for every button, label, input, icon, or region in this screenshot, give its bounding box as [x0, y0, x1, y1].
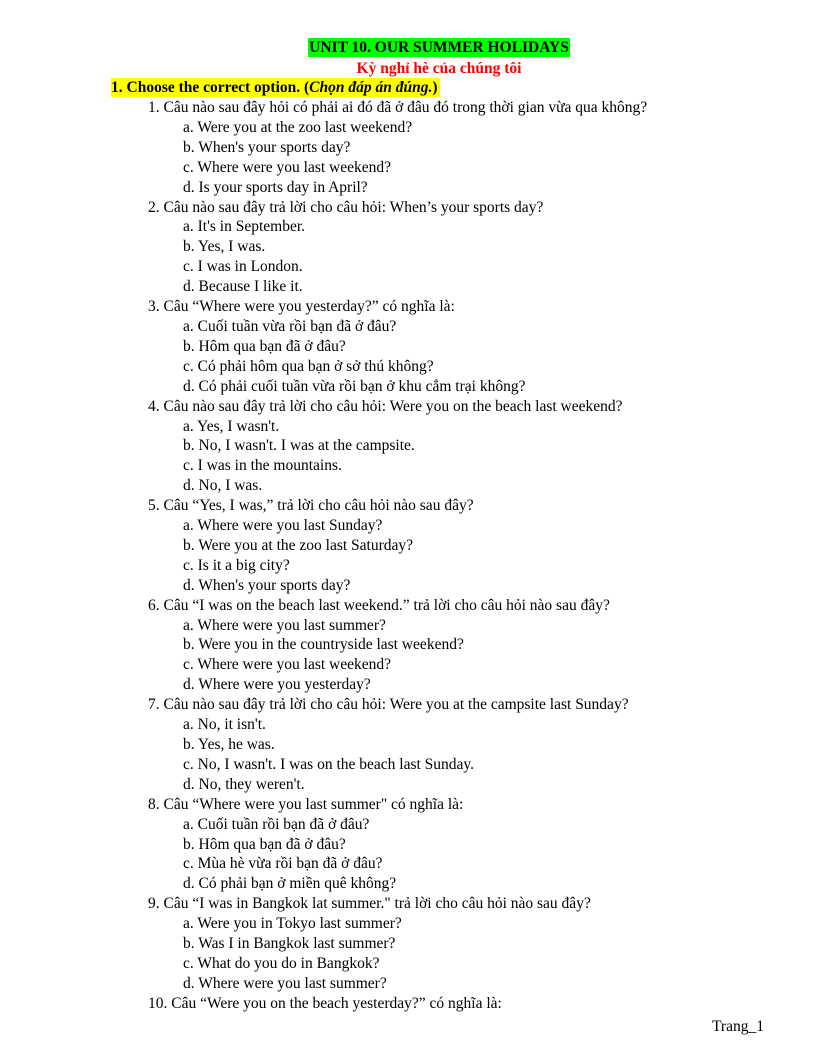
page-subtitle: Kỳ nghỉ hè của chúng tôi: [356, 60, 522, 77]
answer-option: b. Were you at the zoo last Saturday?: [183, 536, 414, 554]
answer-option: a. Where were you last summer?: [183, 616, 386, 634]
section-heading: [111, 78, 440, 97]
answer-option: a. No, it isn't.: [183, 716, 266, 734]
answer-option: d. Có phải cuối tuần vừa rồi bạn ở khu cắm trại không?: [183, 377, 526, 395]
answer-option: b. Hôm qua bạn đã ở đâu?: [183, 337, 346, 355]
answer-option: a. Cuối tuần rồi bạn đã ở đâu?: [183, 815, 370, 833]
answer-option: b. Hôm qua bạn đã ở đâu?: [183, 835, 346, 853]
answer-option: c. Where were you last weekend?: [183, 158, 392, 176]
answer-option: d. No, they weren't.: [183, 775, 305, 793]
page-number: Trang_1: [712, 1018, 764, 1035]
section-heading-text: 1. Choose the correct option. (: [111, 79, 310, 96]
answer-option: d. Because I like it.: [183, 278, 303, 296]
answer-option: a. Where were you last Sunday?: [183, 517, 383, 535]
question-text: 6. Câu “I was on the beach last weekend.” trả lời cho câu hỏi nào sau đây?: [148, 596, 610, 614]
answer-option: a. Were you at the zoo last weekend?: [183, 118, 413, 136]
question-list: [148, 98, 788, 1014]
answer-option: c. Is it a big city?: [183, 556, 290, 574]
answer-option: d. Where were you last summer?: [183, 974, 387, 992]
question-text: 10. Câu “Were you on the beach yesterday?” có nghĩa là:: [148, 994, 502, 1012]
answer-option: c. Mùa hè vừa rồi bạn đã ở đâu?: [183, 855, 383, 873]
answer-option: b. Were you in the countryside last weekend?: [183, 636, 464, 654]
answer-option: d. When's your sports day?: [183, 576, 351, 594]
section-heading-close: ): [432, 79, 438, 96]
answer-option: d. Where were you yesterday?: [183, 676, 371, 694]
answer-option: a. It's in September.: [183, 218, 306, 236]
answer-option: c. No, I wasn't. I was on the beach last Sunday.: [183, 755, 475, 773]
question-text: 8. Câu “Where were you last summer" có nghĩa là:: [148, 795, 464, 813]
answer-option: a. Cuối tuần vừa rồi bạn đã ở đâu?: [183, 317, 397, 335]
answer-option: b. Yes, he was.: [183, 736, 275, 753]
answer-option: a. Yes, I wasn't.: [183, 417, 280, 435]
answer-option: c. What do you do in Bangkok?: [183, 954, 380, 972]
question-text: 4. Câu nào sau đây trả lời cho câu hỏi: Were you on the beach last weekend?: [148, 397, 623, 415]
question-text: 9. Câu “I was in Bangkok lat summer." trả lời cho câu hỏi nào sau đây?: [148, 895, 591, 913]
answer-option: c. I was in the mountains.: [183, 457, 342, 475]
answer-option: c. Có phải hôm qua bạn ở sở thú không?: [183, 357, 434, 375]
answer-option: d. Is your sports day in April?: [183, 178, 368, 196]
page-title: UNIT 10. OUR SUMMER HOLIDAYS: [309, 39, 569, 56]
question-text: 2. Câu nào sau đây trả lời cho câu hỏi: When’s your sports day?: [148, 198, 544, 216]
section-heading-italic: Chọn đáp án đúng.: [309, 79, 433, 96]
answer-option: d. No, I was.: [183, 477, 263, 495]
answer-option: b. Was I in Bangkok last summer?: [183, 935, 396, 953]
answer-option: b. No, I wasn't. I was at the campsite.: [183, 437, 415, 455]
title-row: [0, 38, 816, 57]
answer-option: a. Were you in Tokyo last summer?: [183, 915, 402, 933]
answer-option: b. Yes, I was.: [183, 238, 266, 256]
question-text: 3. Câu “Where were you yesterday?” có nghĩa là:: [148, 298, 455, 316]
question-text: 5. Câu “Yes, I was,” trả lời cho câu hỏi nào sau đây?: [148, 497, 474, 515]
answer-option: d. Có phải bạn ở miền quê không?: [183, 875, 397, 893]
answer-option: c. Where were you last weekend?: [183, 656, 392, 674]
question-text: 7. Câu nào sau đây trả lời cho câu hỏi: Were you at the campsite last Sunday?: [148, 696, 629, 714]
answer-option: c. I was in London.: [183, 258, 303, 276]
answer-option: b. When's your sports day?: [183, 138, 351, 156]
question-text: 1. Câu nào sau đây hỏi có phải ai đó đã ở đâu đó trong thời gian vừa qua không?: [148, 99, 648, 116]
